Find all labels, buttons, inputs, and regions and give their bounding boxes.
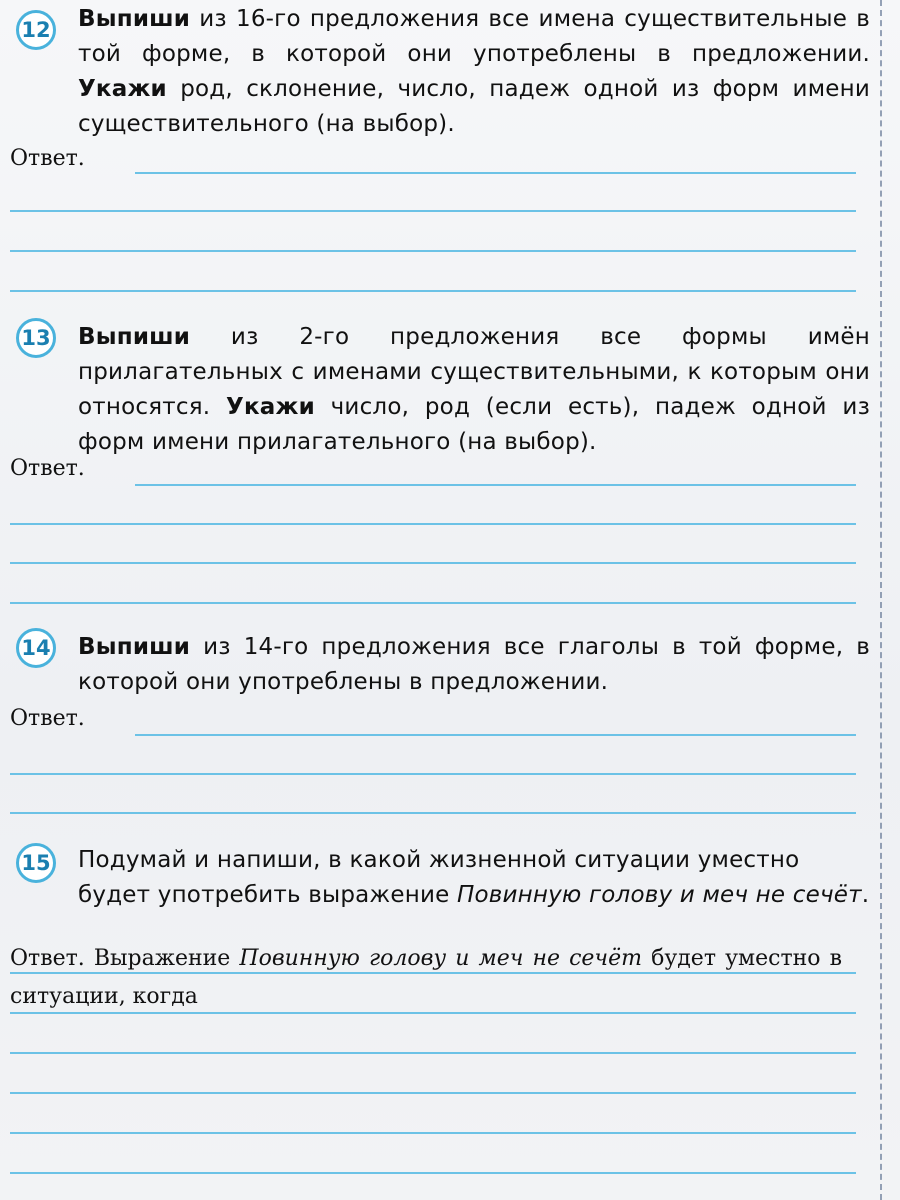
task-13-verb: Выпиши [78, 324, 191, 350]
answer-line[interactable] [10, 562, 856, 564]
task-13-verb2: Укажи [226, 394, 315, 420]
task-15-part: Подумай и напиши, в какой жизненной ситуации уместно будет употребить выражение [78, 847, 800, 908]
task-12-part2: род, склонение, число, падеж одной из форм имени существительного (на выбор). [78, 76, 870, 137]
cut-line [880, 0, 882, 1200]
task-13-part2: число, род (если есть), падеж одной из форм имени прилагательного (на выбор). [78, 394, 870, 455]
task-14-part: из 14-го предложения все глаголы в той форме, в которой они употреблены в предложении. [78, 634, 870, 695]
answer-label: Ответ. [10, 456, 85, 481]
task-number-badge: 13 [16, 318, 56, 358]
answer-line[interactable] [10, 1052, 856, 1054]
task-12-text [78, 2, 870, 142]
task-number-badge: 14 [16, 628, 56, 668]
answer-line[interactable] [10, 812, 856, 814]
task-15-period: . [861, 882, 870, 908]
answer-line[interactable] [10, 773, 856, 775]
answer-line[interactable] [135, 172, 856, 174]
answer-line[interactable] [10, 523, 856, 525]
answer-label: Ответ. [10, 146, 85, 171]
answer-line[interactable] [10, 602, 856, 604]
task-15-text [78, 843, 870, 913]
task-number-badge: 12 [16, 10, 56, 50]
task-15-idiom: Повинную голову и меч не сечёт [456, 882, 862, 908]
answer-line[interactable] [10, 290, 856, 292]
answer-line[interactable] [10, 1012, 856, 1014]
task-number-badge: 15 [16, 843, 56, 883]
answer-line[interactable] [10, 1172, 856, 1174]
task-14-text [78, 630, 870, 700]
answer-line[interactable] [135, 484, 856, 486]
answer-text[interactable] [10, 940, 842, 1016]
task-12-part: из 16-го предложения все имена существительные в той форме, в которой они употреблены в предложении. [78, 6, 870, 67]
task-12-verb: Выпиши [78, 6, 191, 32]
task-14-verb: Выпиши [78, 634, 191, 660]
answer-line[interactable] [135, 734, 856, 736]
answer-prefix: Ответ. Выражение [10, 946, 240, 971]
answer-line[interactable] [10, 250, 856, 252]
task-12-verb2: Укажи [78, 76, 167, 102]
answer-line[interactable] [10, 1092, 856, 1094]
answer-suffix: будет уместно в ситуации, когда [10, 946, 842, 1009]
answer-line[interactable] [10, 972, 856, 974]
answer-label: Ответ. [10, 706, 85, 731]
task-13-part: из 2-го предложения все формы имён прилагательных с именами существительными, к которым они относятся. [78, 324, 870, 420]
answer-line[interactable] [10, 1132, 856, 1134]
answer-line[interactable] [10, 210, 856, 212]
answer-idiom: Повинную голову и меч не сечёт [239, 946, 642, 971]
task-13-text [78, 320, 870, 460]
